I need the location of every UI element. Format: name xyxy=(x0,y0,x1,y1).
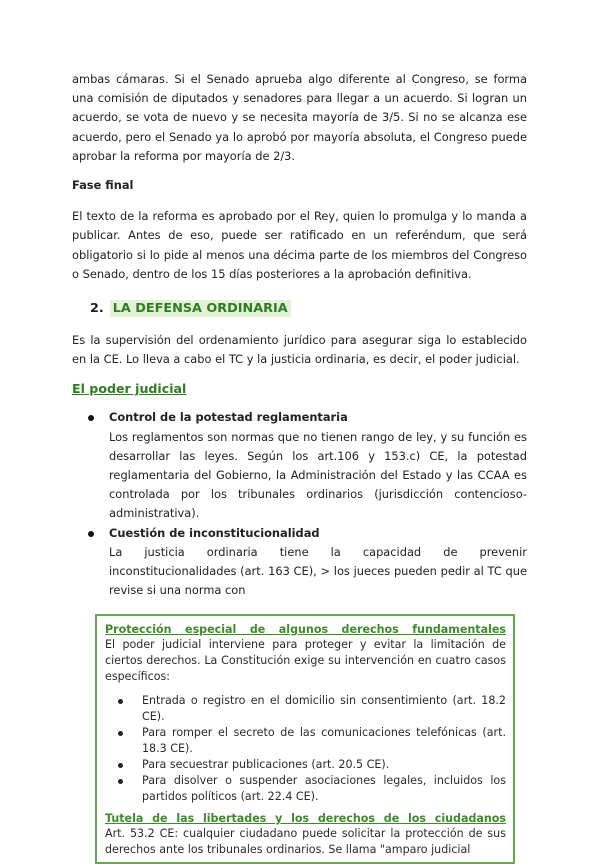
list-item-text: Para romper el secreto de las comunicaciones telefónicas (art. 18.3 CE). xyxy=(142,726,506,755)
bullet-icon xyxy=(118,779,123,784)
box-intro: El poder judicial interviene para proteger y evitar la limitación de ciertos derechos. La Constitución exige su intervención en cuatro casos específicos: xyxy=(105,638,506,683)
document-page xyxy=(72,70,527,600)
bullet-icon xyxy=(88,531,94,537)
subheading-poder-judicial: El poder judicial xyxy=(72,381,187,397)
heading-fase-final: Fase final xyxy=(72,178,134,193)
derechos-box xyxy=(95,614,515,864)
list-item-label: Cuestión de inconstitucionalidad xyxy=(109,525,320,540)
list-item xyxy=(105,725,506,757)
box-title-proteccion: Protección especial de algunos derechos fundamentales xyxy=(105,623,506,636)
list-item-text: Para disolver o suspender asociaciones legales, incluidos los partidos políticos (art. 22.4 CE). xyxy=(142,774,506,803)
list-item xyxy=(105,757,506,773)
bullet-icon xyxy=(118,731,123,736)
section-number: 2. xyxy=(90,301,104,317)
list-item-text: Los reglamentos son normas que no tienen rango de ley, y su función es desarrollar las leyes. Según los art.106 y 153.c) CE, la potestad reglamentaria del Gobierno, la Administración del Estado y las CCAA es controlada por los tribunales ordinarios (jurisdicción contencioso-administrativa). xyxy=(109,429,527,521)
section-heading-defensa-ordinaria xyxy=(90,300,527,317)
section-title: LA DEFENSA ORDINARIA xyxy=(110,300,291,317)
box-title-tutela: Tutela de las libertades y los derechos de los ciudadanos xyxy=(105,812,506,825)
list-item xyxy=(72,408,527,523)
paragraph-defensa-ordinaria: Es la supervisión del ordenamiento jurídico para asegurar siga lo establecido en la CE. Lo lleva a cabo el TC y la justicia ordinaria, es decir, el poder judicial. xyxy=(72,333,527,367)
list-item xyxy=(72,524,527,601)
box-text-tutela: Art. 53.2 CE: cualquier ciudadano puede solicitar la protección de sus derechos ante los tribunales ordinarios. Se llama "amparo judicial xyxy=(105,827,506,856)
list-item-text: Entrada o registro en el domicilio sin consentimiento (art. 18.2 CE). xyxy=(142,694,506,723)
bullet-icon xyxy=(88,415,94,421)
box-list xyxy=(105,693,506,805)
list-item-text: La justicia ordinaria tiene la capacidad de prevenir inconstitucionalidades (art. 163 CE), > los jueces pueden pedir al TC que revise si una norma con xyxy=(109,544,527,598)
list-item-text: Para secuestrar publicaciones (art. 20.5 CE). xyxy=(142,758,390,771)
bullet-icon xyxy=(118,699,123,704)
list-item xyxy=(105,773,506,805)
paragraph-fase-final: El texto de la reforma es aprobado por el Rey, quien lo promulga y lo manda a publicar. Antes de eso, puede ser ratificado en un referéndum, que será obligatorio si lo pide al menos una décima parte de los miembros del Congreso o Senado, dentro de los 15 días posteriores a la aprobación definitiva. xyxy=(72,209,527,281)
list-item xyxy=(105,693,506,725)
poder-judicial-list xyxy=(72,408,527,600)
list-item-label: Control de la potestad reglamentaria xyxy=(109,410,348,425)
bullet-icon xyxy=(118,763,123,768)
paragraph-reforma-camaras: ambas cámaras. Si el Senado aprueba algo diferente al Congreso, se forma una comisión de diputados y senadores para llegar a un acuerdo. Si logran un acuerdo, se vota de nuevo y se necesita mayoría de 3/5. Si no se alcanza ese acuerdo, pero el Senado ya lo aprobó por mayoría absoluta, el Congreso puede aprobar la reforma por mayoría de 2/3. xyxy=(72,72,527,163)
